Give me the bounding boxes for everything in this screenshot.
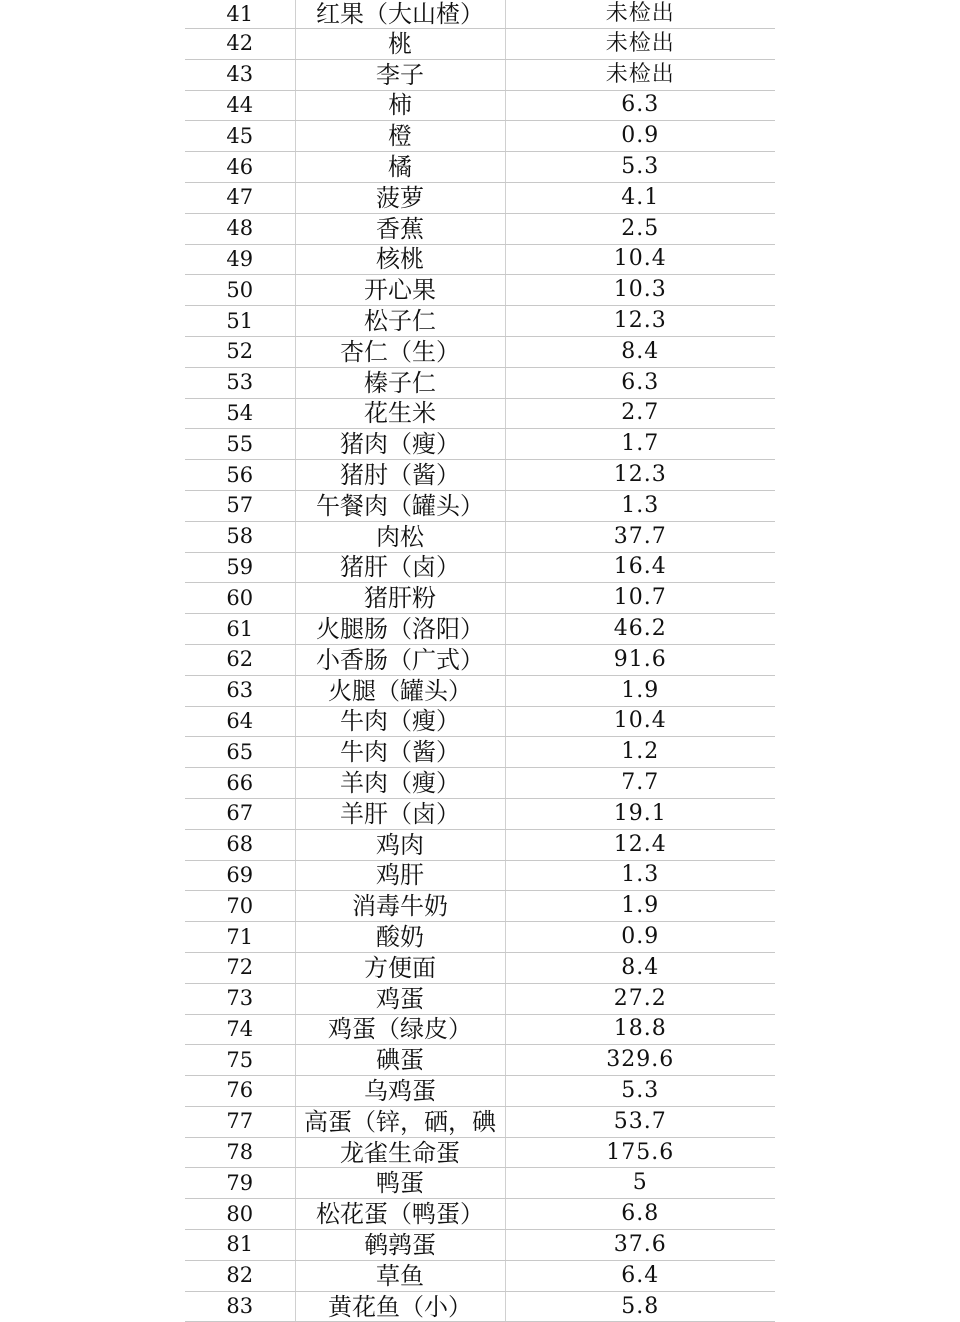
food-name: 消毒牛奶 — [295, 891, 505, 922]
food-name: 方便面 — [295, 952, 505, 983]
food-name: 火腿肠（洛阳） — [295, 614, 505, 645]
iodine-value: 1.3 — [505, 860, 775, 891]
table-row — [185, 29, 775, 60]
row-number: 74 — [185, 1014, 295, 1045]
food-name: 红果（大山楂） — [295, 0, 505, 29]
iodine-value: 0.9 — [505, 121, 775, 152]
row-number: 45 — [185, 121, 295, 152]
table-row — [185, 59, 775, 90]
table-body — [185, 0, 775, 1322]
food-name: 羊肝（卤） — [295, 798, 505, 829]
iodine-value: 7.7 — [505, 768, 775, 799]
table-row — [185, 367, 775, 398]
iodine-value: 1.9 — [505, 891, 775, 922]
food-name: 松子仁 — [295, 306, 505, 337]
iodine-value: 未检出 — [505, 0, 775, 29]
iodine-value: 91.6 — [505, 644, 775, 675]
iodine-value: 2.7 — [505, 398, 775, 429]
iodine-value: 6.3 — [505, 367, 775, 398]
row-number: 50 — [185, 275, 295, 306]
iodine-value: 10.7 — [505, 583, 775, 614]
row-number: 63 — [185, 675, 295, 706]
iodine-value: 4.1 — [505, 182, 775, 213]
table-row — [185, 983, 775, 1014]
table-row — [185, 798, 775, 829]
table-row — [185, 952, 775, 983]
food-name: 小香肠（广式） — [295, 644, 505, 675]
iodine-value: 175.6 — [505, 1137, 775, 1168]
food-name: 乌鸡蛋 — [295, 1076, 505, 1107]
row-number: 65 — [185, 737, 295, 768]
row-number: 83 — [185, 1291, 295, 1322]
table-row — [185, 121, 775, 152]
table-row — [185, 583, 775, 614]
table-row — [185, 1106, 775, 1137]
iodine-value: 12.3 — [505, 460, 775, 491]
table-row — [185, 706, 775, 737]
table-row — [185, 675, 775, 706]
food-name: 李子 — [295, 59, 505, 90]
row-number: 56 — [185, 460, 295, 491]
row-number: 70 — [185, 891, 295, 922]
row-number: 64 — [185, 706, 295, 737]
row-number: 46 — [185, 152, 295, 183]
iodine-value: 12.4 — [505, 829, 775, 860]
table-row — [185, 1168, 775, 1199]
food-name: 肉松 — [295, 521, 505, 552]
row-number: 73 — [185, 983, 295, 1014]
food-name: 猪肘（酱） — [295, 460, 505, 491]
table-row — [185, 1045, 775, 1076]
food-name: 鸡肉 — [295, 829, 505, 860]
row-number: 76 — [185, 1076, 295, 1107]
food-name: 猪肉（瘦） — [295, 429, 505, 460]
row-number: 48 — [185, 213, 295, 244]
row-number: 78 — [185, 1137, 295, 1168]
row-number: 60 — [185, 583, 295, 614]
row-number: 79 — [185, 1168, 295, 1199]
table-row — [185, 768, 775, 799]
table-row — [185, 521, 775, 552]
iodine-value: 10.3 — [505, 275, 775, 306]
table-row — [185, 1230, 775, 1261]
iodine-value: 27.2 — [505, 983, 775, 1014]
iodine-value: 18.8 — [505, 1014, 775, 1045]
food-name: 菠萝 — [295, 182, 505, 213]
row-number: 49 — [185, 244, 295, 275]
food-name: 鹌鹑蛋 — [295, 1230, 505, 1261]
food-name: 牛肉（酱） — [295, 737, 505, 768]
table-row — [185, 336, 775, 367]
food-name: 鸡蛋 — [295, 983, 505, 1014]
iodine-value: 1.3 — [505, 490, 775, 521]
food-name: 草鱼 — [295, 1260, 505, 1291]
row-number: 53 — [185, 367, 295, 398]
table-row — [185, 90, 775, 121]
row-number: 66 — [185, 768, 295, 799]
food-name: 牛肉（瘦） — [295, 706, 505, 737]
iodine-value: 6.3 — [505, 90, 775, 121]
iodine-value: 5.3 — [505, 1076, 775, 1107]
row-number: 80 — [185, 1199, 295, 1230]
row-number: 43 — [185, 59, 295, 90]
table-row — [185, 1199, 775, 1230]
iodine-value: 16.4 — [505, 552, 775, 583]
iodine-value: 8.4 — [505, 336, 775, 367]
iodine-value: 10.4 — [505, 244, 775, 275]
iodine-value: 12.3 — [505, 306, 775, 337]
table-row — [185, 460, 775, 491]
iodine-value: 0.9 — [505, 922, 775, 953]
row-number: 47 — [185, 182, 295, 213]
food-name: 松花蛋（鸭蛋） — [295, 1199, 505, 1230]
row-number: 67 — [185, 798, 295, 829]
table-row — [185, 552, 775, 583]
food-name: 午餐肉（罐头） — [295, 490, 505, 521]
food-name: 火腿（罐头） — [295, 675, 505, 706]
food-name: 猪肝（卤） — [295, 552, 505, 583]
row-number: 57 — [185, 490, 295, 521]
food-name: 碘蛋 — [295, 1045, 505, 1076]
table-row — [185, 152, 775, 183]
food-name: 龙雀生命蛋 — [295, 1137, 505, 1168]
row-number: 59 — [185, 552, 295, 583]
iodine-value: 5.3 — [505, 152, 775, 183]
row-number: 51 — [185, 306, 295, 337]
table-row — [185, 1260, 775, 1291]
food-name: 香蕉 — [295, 213, 505, 244]
row-number: 69 — [185, 860, 295, 891]
table-row — [185, 860, 775, 891]
row-number: 82 — [185, 1260, 295, 1291]
food-name: 酸奶 — [295, 922, 505, 953]
table-row — [185, 1291, 775, 1322]
table-row — [185, 490, 775, 521]
iodine-value: 37.7 — [505, 521, 775, 552]
row-number: 54 — [185, 398, 295, 429]
row-number: 52 — [185, 336, 295, 367]
table-row — [185, 1137, 775, 1168]
iodine-value: 37.6 — [505, 1230, 775, 1261]
table-row — [185, 1076, 775, 1107]
iodine-value: 53.7 — [505, 1106, 775, 1137]
food-name: 花生米 — [295, 398, 505, 429]
food-name: 鸡肝 — [295, 860, 505, 891]
table-row — [185, 182, 775, 213]
iodine-value: 6.4 — [505, 1260, 775, 1291]
row-number: 72 — [185, 952, 295, 983]
iodine-value: 1.7 — [505, 429, 775, 460]
food-name: 鸡蛋（绿皮） — [295, 1014, 505, 1045]
table-row — [185, 829, 775, 860]
food-name: 橘 — [295, 152, 505, 183]
row-number: 77 — [185, 1106, 295, 1137]
table-row — [185, 213, 775, 244]
iodine-value: 2.5 — [505, 213, 775, 244]
table-row — [185, 0, 775, 29]
iodine-value: 8.4 — [505, 952, 775, 983]
table-row — [185, 644, 775, 675]
iodine-content-table — [185, 0, 775, 1322]
food-name: 鸭蛋 — [295, 1168, 505, 1199]
food-name: 开心果 — [295, 275, 505, 306]
row-number: 75 — [185, 1045, 295, 1076]
row-number: 71 — [185, 922, 295, 953]
table-row — [185, 614, 775, 645]
iodine-value: 未检出 — [505, 29, 775, 60]
table-row — [185, 275, 775, 306]
food-name: 羊肉（瘦） — [295, 768, 505, 799]
row-number: 61 — [185, 614, 295, 645]
table-row — [185, 244, 775, 275]
table-row — [185, 306, 775, 337]
iodine-value: 6.8 — [505, 1199, 775, 1230]
table-row — [185, 922, 775, 953]
food-name: 猪肝粉 — [295, 583, 505, 614]
food-name: 高蛋（锌，硒，碘 — [295, 1106, 505, 1137]
food-name: 柿 — [295, 90, 505, 121]
iodine-value: 329.6 — [505, 1045, 775, 1076]
iodine-value: 10.4 — [505, 706, 775, 737]
food-name: 黄花鱼（小） — [295, 1291, 505, 1322]
food-name: 桃 — [295, 29, 505, 60]
row-number: 81 — [185, 1230, 295, 1261]
table-row — [185, 891, 775, 922]
row-number: 68 — [185, 829, 295, 860]
food-name: 杏仁（生） — [295, 336, 505, 367]
iodine-value: 46.2 — [505, 614, 775, 645]
row-number: 44 — [185, 90, 295, 121]
food-name: 榛子仁 — [295, 367, 505, 398]
iodine-value: 未检出 — [505, 59, 775, 90]
table-row — [185, 737, 775, 768]
iodine-value: 1.9 — [505, 675, 775, 706]
iodine-value: 5 — [505, 1168, 775, 1199]
row-number: 55 — [185, 429, 295, 460]
iodine-value: 5.8 — [505, 1291, 775, 1322]
row-number: 58 — [185, 521, 295, 552]
iodine-value: 1.2 — [505, 737, 775, 768]
food-name: 橙 — [295, 121, 505, 152]
row-number: 41 — [185, 0, 295, 29]
food-name: 核桃 — [295, 244, 505, 275]
table-row — [185, 1014, 775, 1045]
row-number: 62 — [185, 644, 295, 675]
iodine-value: 19.1 — [505, 798, 775, 829]
table-row — [185, 398, 775, 429]
row-number: 42 — [185, 29, 295, 60]
table-row — [185, 429, 775, 460]
